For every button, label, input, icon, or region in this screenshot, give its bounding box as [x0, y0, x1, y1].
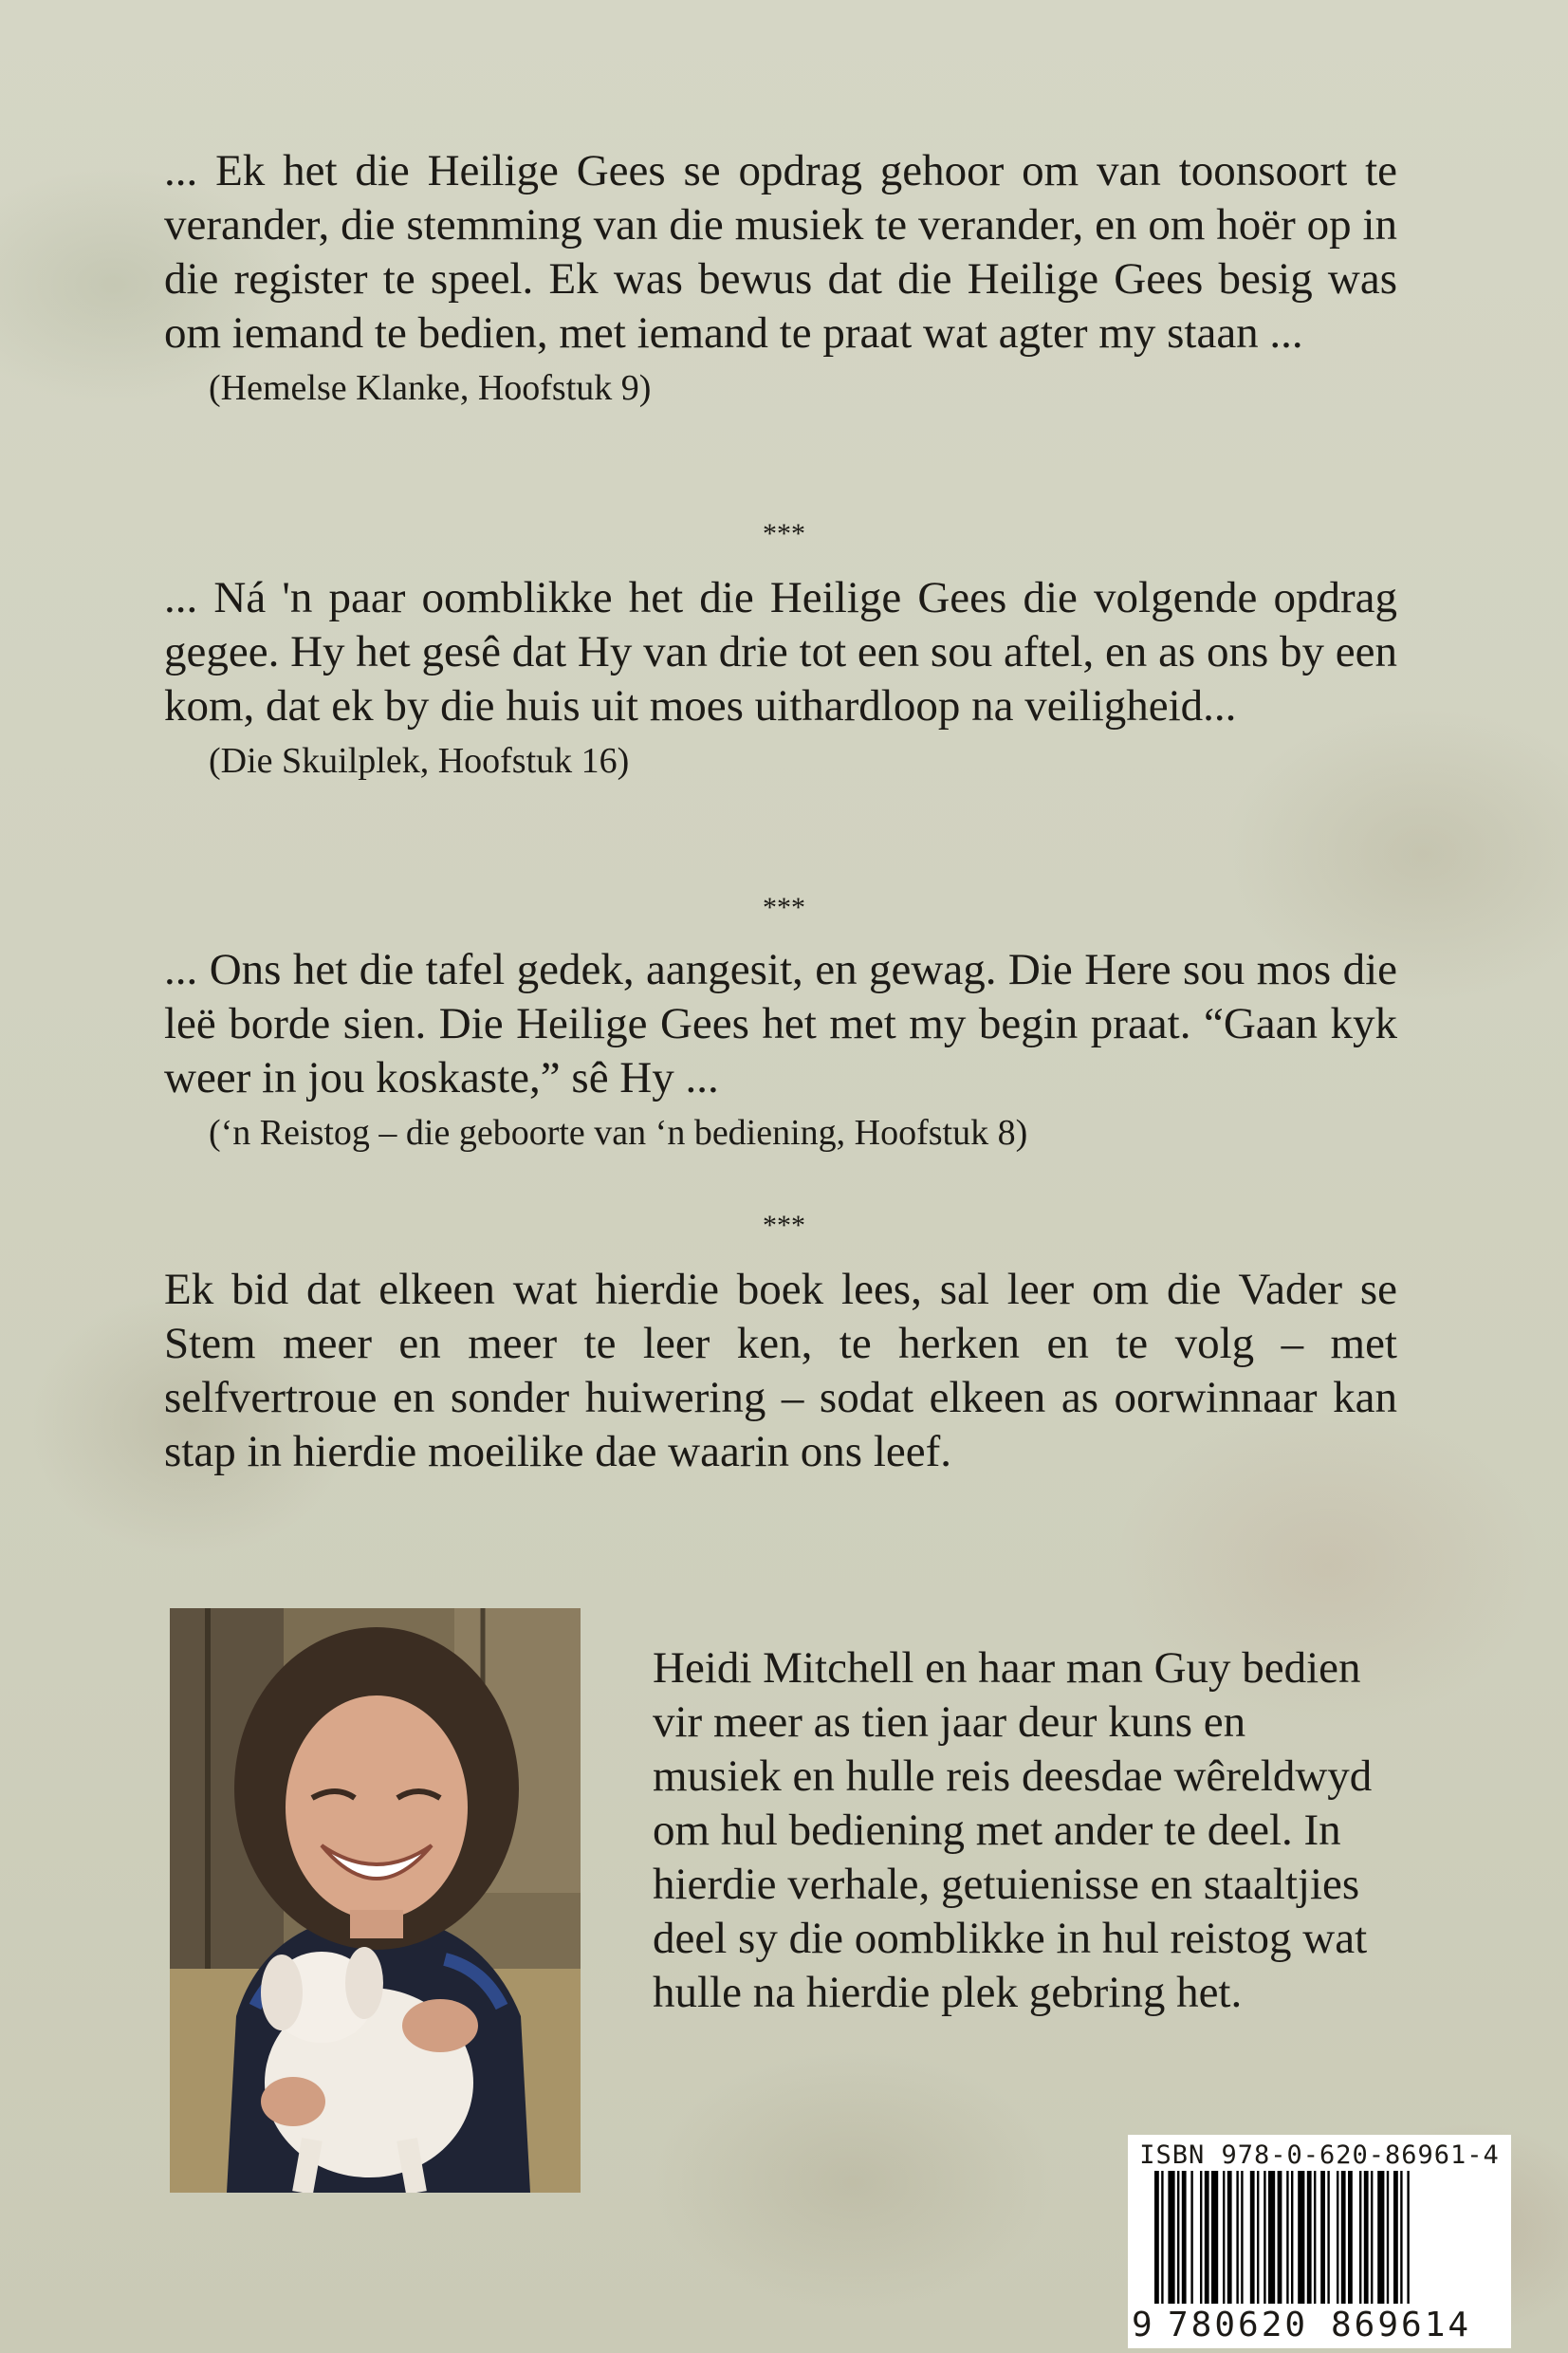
barcode-bar	[1227, 2171, 1232, 2304]
quote-2	[164, 571, 1397, 783]
separator-2: ***	[763, 892, 805, 923]
barcode-bar	[1307, 2171, 1312, 2304]
separator-3: ***	[763, 1210, 805, 1241]
barcode-bar	[1241, 2171, 1243, 2304]
author-photo-illustration	[170, 1608, 581, 2193]
barcode-bar	[1190, 2171, 1192, 2304]
barcode-bar	[1407, 2171, 1409, 2304]
barcode-bar	[1168, 2171, 1174, 2304]
barcode-bars	[1154, 2171, 1486, 2323]
barcode-bar	[1320, 2171, 1325, 2304]
quote-2-text: ... Ná 'n paar oomblikke het die Heilige Gees die volgende opdrag gegee. Hy het gesê dat Hy van drie tot een sou aftel, en as ons by een kom, dat ek by die huis uit moes uithardloop na veiligheid...	[164, 573, 1397, 731]
barcode-bar	[1387, 2171, 1389, 2304]
barcode-digits	[1128, 2306, 1511, 2347]
barcode-bar	[1182, 2171, 1187, 2304]
barcode-bar	[1223, 2171, 1225, 2304]
author-photo	[170, 1608, 581, 2193]
barcode-bar	[1371, 2171, 1373, 2304]
isbn-barcode	[1128, 2135, 1511, 2348]
barcode-bar	[1236, 2171, 1238, 2304]
barcode-bar	[1400, 2171, 1402, 2304]
barcode-bar	[1327, 2171, 1329, 2304]
barcode-bar	[1211, 2171, 1218, 2304]
quote-1-text: ... Ek het die Heilige Gees se opdrag gehoor om van toonsoort te verander, die stemming van die musiek te verander, en om hoër op in die register te speel. Ek was bewus dat die Heilige Gees besig was om iemand te bedien, met iemand te praat wat agter my staan ...	[164, 146, 1397, 358]
quote-1-source: (Hemelse Klanke, Hoofstuk 9)	[209, 368, 652, 408]
barcode-bar	[1250, 2171, 1255, 2304]
barcode-bar	[1377, 2171, 1384, 2304]
prayer-paragraph	[164, 1263, 1397, 1479]
barcode-bar	[1161, 2171, 1163, 2304]
barcode-bar	[1257, 2171, 1259, 2304]
quote-3-text: ... Ons het die tafel gedek, aangesit, en gewag. Die Here sou mos die leë borde sien. Die Heilige Gees het met my begin praat. “Gaan kyk weer in jou koskaste,” sê Hy ...	[164, 945, 1397, 1102]
barcode-bar	[1268, 2171, 1275, 2304]
barcode-bar	[1286, 2171, 1288, 2304]
barcode-bar	[1177, 2171, 1179, 2304]
quote-2-source: (Die Skuilplek, Hoofstuk 16)	[209, 741, 630, 781]
prayer-text: Ek bid dat elkeen wat hierdie boek lees, sal leer om die Vader se Stem meer en meer te leer ken, te herken en te volg – met selfvertroue en sonder huiwering – sodat elkeen as oorwinnaar kan stap in hierdie moeilike dae waarin ons leef.	[164, 1265, 1397, 1476]
barcode-bar	[1359, 2171, 1361, 2304]
author-bio: Heidi Mitchell en haar man Guy bedien vir meer as tien jaar deur kuns en musiek en hulle reis deesdae wêreldwyd om hul bediening met ander te deel. In hierdie verhale, getuienisse en staaltjies deel sy die oomblikke in hul reistog wat hulle na hierdie plek gebring het.	[653, 1643, 1373, 2017]
barcode-bar	[1314, 2171, 1316, 2304]
barcode-bar	[1298, 2171, 1304, 2304]
quote-3	[164, 943, 1397, 1155]
separator-1: ***	[763, 518, 805, 549]
barcode-bar	[1278, 2171, 1282, 2304]
barcode-bar	[1200, 2171, 1202, 2304]
barcode-bar	[1393, 2171, 1398, 2304]
barcode-bar	[1337, 2171, 1338, 2304]
quote-3-source: (‘n Reistog – die geboorte van ‘n bediening, Hoofstuk 8)	[209, 1113, 1028, 1153]
barcode-bar	[1154, 2171, 1159, 2304]
barcode-bar	[1348, 2171, 1353, 2304]
barcode-digit-first: 9	[1132, 2306, 1153, 2344]
barcode-bar	[1264, 2171, 1265, 2304]
barcode-digits-left: 780620	[1168, 2306, 1309, 2344]
barcode-bar	[1364, 2171, 1369, 2304]
isbn-label: ISBN 978-0-620-86961-4	[1139, 2140, 1500, 2170]
barcode-bar	[1341, 2171, 1346, 2304]
barcode-bar	[1291, 2171, 1293, 2304]
quote-1	[164, 144, 1397, 410]
barcode-bar	[1205, 2171, 1209, 2304]
barcode-digits-right: 869614	[1331, 2306, 1472, 2344]
